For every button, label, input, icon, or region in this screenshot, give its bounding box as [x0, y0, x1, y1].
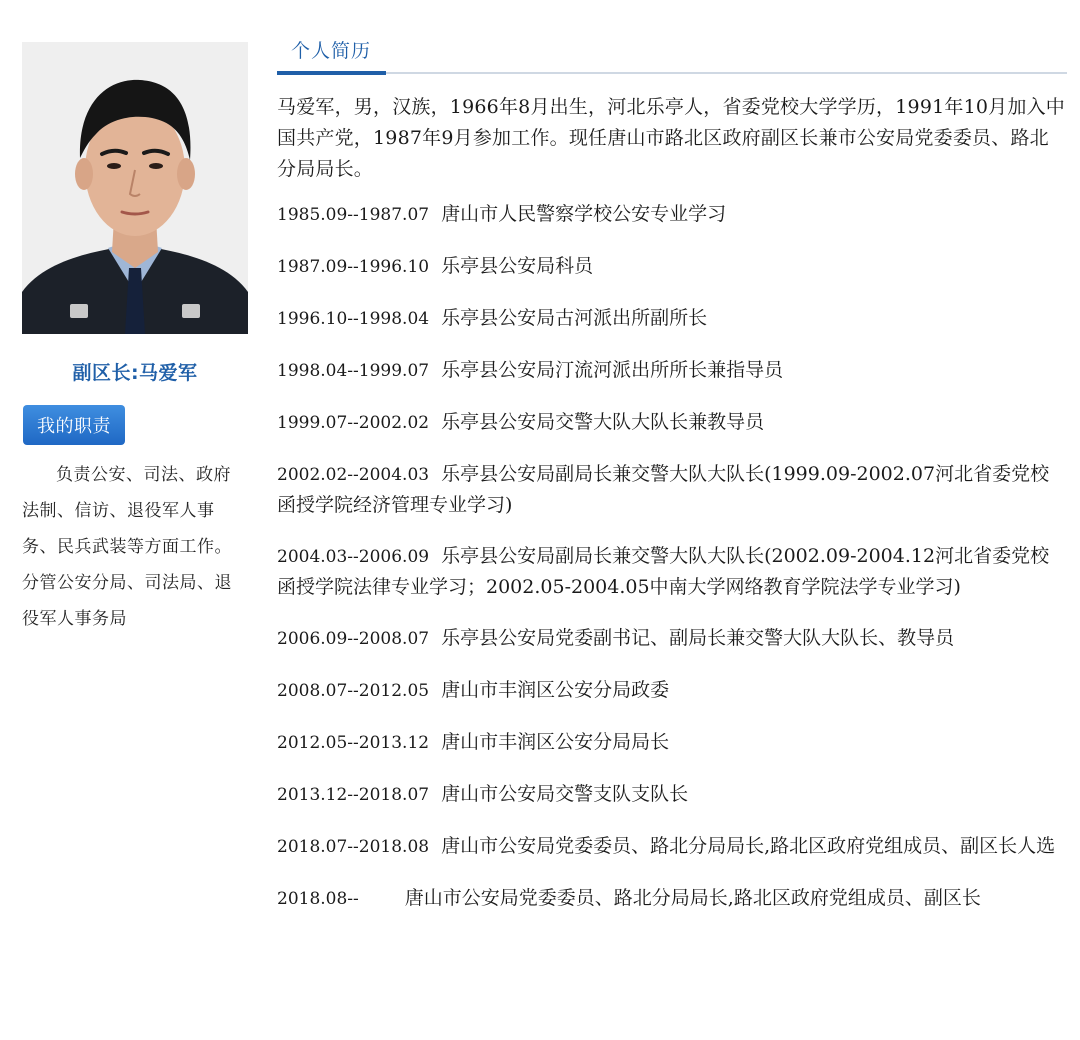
resume-desc: 乐亭县公安局党委副书记、副局长兼交警大队大队长、教导员 [441, 627, 955, 649]
resume-period: 2018.08-- [277, 889, 359, 909]
resume-desc: 唐山市公安局党委委员、路北分局局长,路北区政府党组成员、副区长 [404, 887, 981, 909]
resume-desc: 唐山市公安局党委委员、路北分局局长,路北区政府党组成员、副区长人选 [441, 835, 1056, 857]
resume-item [277, 541, 1067, 602]
resume-desc: 唐山市公安局交警支队支队长 [441, 783, 689, 805]
resume-desc: 乐亭县公安局科员 [441, 255, 594, 277]
my-duties-button[interactable]: 我的职责 [23, 405, 125, 445]
resume-title: 个人简历 [291, 40, 372, 62]
resume-item [277, 407, 1067, 438]
resume-item [277, 779, 1067, 810]
resume-desc: 乐亭县公安局副局长兼交警大队大队长(2002.09-2004.12河北省委党校函授学院法律专业学习；2002.05-2004.05中南大学网络教育学院法学专业学习) [277, 545, 1050, 598]
portrait-illustration [22, 42, 248, 334]
resume-item [277, 459, 1067, 520]
resume-period: 1999.07--2002.02 [277, 413, 430, 433]
resume-item [277, 727, 1067, 758]
resume-header [277, 30, 1067, 74]
resume-period: 1998.04--1999.07 [277, 361, 430, 381]
duties-description: 负责公安、司法、政府法制、信访、退役军人事务、民兵武装等方面工作。分管公安分局、司法局、退役军人事务局 [22, 465, 232, 629]
resume-desc: 乐亭县公安局古河派出所副所长 [441, 307, 708, 329]
resume-period: 2004.03--2006.09 [277, 547, 430, 567]
resume-period: 2018.07--2018.08 [277, 837, 430, 857]
resume-list [277, 199, 1067, 914]
resume-item [277, 623, 1067, 654]
resume-item [277, 831, 1067, 862]
resume-desc: 唐山市人民警察学校公安专业学习 [441, 203, 727, 225]
resume-period: 2012.05--2013.12 [277, 733, 430, 753]
resume-period: 1985.09--1987.07 [277, 205, 430, 225]
resume-period: 1987.09--1996.10 [277, 257, 430, 277]
resume-item [277, 199, 1067, 230]
resume-item [277, 675, 1067, 706]
title-underline [277, 71, 386, 75]
resume-desc: 唐山市丰润区公安分局政委 [441, 679, 670, 701]
resume-period: 2002.02--2004.03 [277, 465, 430, 485]
profile-sidebar [22, 42, 248, 637]
person-name-caption: 副区长:马爱军 [72, 362, 198, 384]
portrait-photo [22, 42, 248, 334]
resume-item [277, 251, 1067, 282]
resume-desc: 乐亭县公安局副局长兼交警大队大队长(1999.09-2002.07河北省委党校函授学院经济管理专业学习) [277, 463, 1050, 516]
resume-item [277, 883, 1067, 914]
resume-period: 2006.09--2008.07 [277, 629, 430, 649]
resume-item [277, 303, 1067, 334]
resume-period: 2013.12--2018.07 [277, 785, 430, 805]
resume-summary: 马爱军，男，汉族，1966年8月出生，河北乐亭人，省委党校大学学历，1991年10月加入中国共产党，1987年9月参加工作。现任唐山市路北区政府副区长兼市公安局党委委员、路北分局局长。 [277, 96, 1065, 180]
resume-desc: 乐亭县公安局交警大队大队长兼教导员 [441, 411, 765, 433]
resume-period: 1996.10--1998.04 [277, 309, 430, 329]
resume-desc: 唐山市丰润区公安分局局长 [441, 731, 670, 753]
resume-desc: 乐亭县公安局汀流河派出所所长兼指导员 [441, 359, 784, 381]
resume-period: 2008.07--2012.05 [277, 681, 430, 701]
resume-item [277, 355, 1067, 386]
resume-section [277, 30, 1067, 935]
